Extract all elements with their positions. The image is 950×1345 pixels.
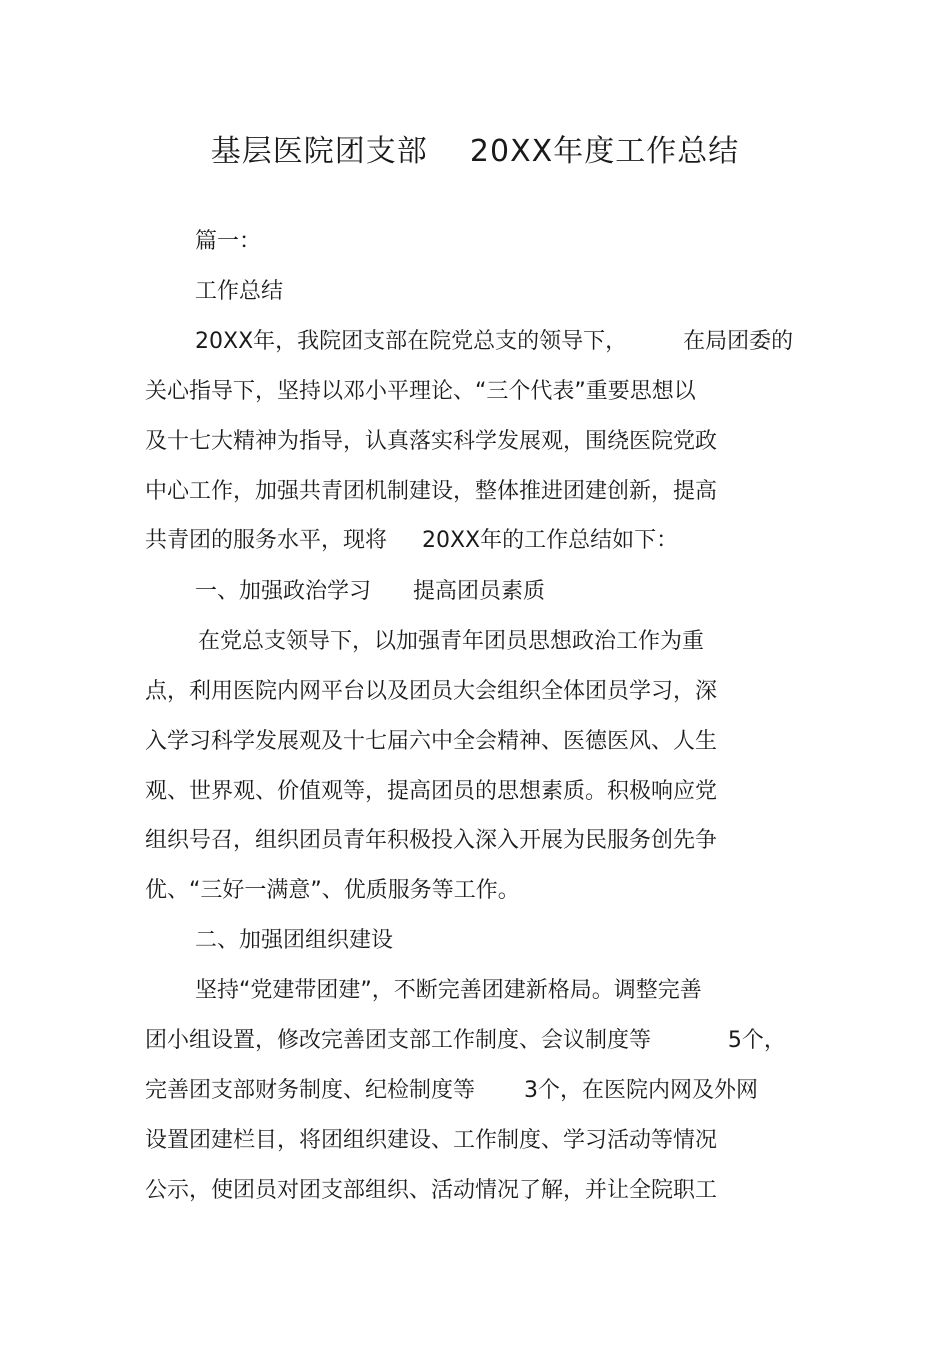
paragraph-line: 设置团建栏目，将团组织建设、工作制度、学习活动等情况 xyxy=(145,1128,718,1153)
paragraph-line: 在党总支领导下，以加强青年团员思想政治工作为重 xyxy=(198,629,705,654)
paragraph-line: 观、世界观、价值观等，提高团员的思想素质。积极响应党 xyxy=(145,779,718,804)
paragraph-line: 组织号召，组织团员青年积极投入深入开展为民服务创先争 xyxy=(145,828,718,853)
section-heading: 一、加强政治学习 提高团员素质 xyxy=(195,579,545,604)
paragraph-line: 共青团的服务水平，现将 20XX年的工作总结如下： xyxy=(145,528,679,553)
paragraph-line: 团小组设置，修改完善团支部工作制度、会议制度等 5个， xyxy=(145,1028,786,1053)
subheading: 工作总结 xyxy=(195,279,284,304)
paragraph-line: 20XX年，我院团支部在院党总支的领导下， 在局团委的 xyxy=(195,329,794,354)
paragraph-line: 入学习科学发展观及十七届六中全会精神、医德医风、人生 xyxy=(145,729,718,754)
section-heading: 二、加强团组织建设 xyxy=(195,928,394,953)
paragraph-line: 点，利用医院内网平台以及团员大会组织全体团员学习，深 xyxy=(145,679,718,704)
paragraph-line: 公示，使团员对团支部组织、活动情况了解，并让全院职工 xyxy=(145,1178,718,1203)
section-label: 篇一： xyxy=(195,229,262,254)
paragraph-line: 关心指导下，坚持以邓小平理论、“三个代表”重要思想以 xyxy=(145,379,696,404)
paragraph-line: 完善团支部财务制度、纪检制度等 3个，在医院内网及外网 xyxy=(145,1078,758,1103)
paragraph-line: 优、“三好一满意”、优质服务等工作。 xyxy=(145,878,520,903)
document-title: 基层医院团支部 20XX年度工作总结 xyxy=(210,134,740,169)
paragraph-line: 坚持“党建带团建”，不断完善团建新格局。调整完善 xyxy=(195,978,702,1003)
paragraph-line: 及十七大精神为指导，认真落实科学发展观，围绕医院党政 xyxy=(145,429,718,454)
paragraph-line: 中心工作，加强共青团机制建设，整体推进团建创新，提高 xyxy=(145,479,718,504)
